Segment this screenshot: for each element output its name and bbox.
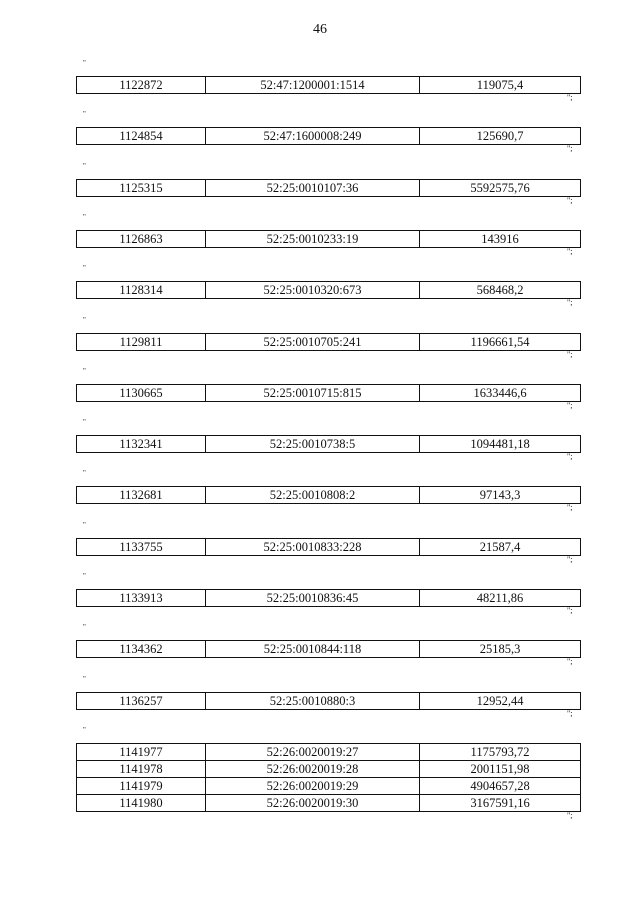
cadastral-table — [76, 384, 581, 402]
close-quote-mark: "; — [567, 246, 573, 256]
cadastral-table — [76, 589, 581, 607]
close-quote-mark: "; — [567, 195, 573, 205]
cadastral-table — [76, 538, 581, 556]
cadastral-number-cell: 52:26:0020019:27 — [206, 743, 420, 760]
cadastral-table — [76, 435, 581, 453]
cadastral-number-cell: 52:25:0010107:36 — [206, 179, 420, 196]
table-row — [77, 641, 581, 658]
close-quote-mark: "; — [567, 503, 573, 513]
cadastral-table — [76, 743, 581, 812]
open-quote-mark: " — [83, 264, 86, 273]
close-quote-mark: "; — [567, 810, 573, 820]
cadastral-number-cell: 52:25:0010705:241 — [206, 333, 420, 350]
value-cell: 2001151,98 — [420, 760, 581, 777]
value-cell: 119075,4 — [420, 77, 581, 94]
cadastral-table — [76, 486, 581, 504]
cadastral-table — [76, 76, 581, 94]
cadastral-number-cell: 52:47:1600008:249 — [206, 128, 420, 145]
value-cell: 21587,4 — [420, 538, 581, 555]
open-quote-mark: " — [83, 418, 86, 427]
value-cell: 1196661,54 — [420, 333, 581, 350]
record-id-cell: 1136257 — [77, 692, 206, 709]
record-id-cell: 1132681 — [77, 487, 206, 504]
value-cell: 1633446,6 — [420, 384, 581, 401]
table-row — [77, 128, 581, 145]
cadastral-number-cell: 52:25:0010233:19 — [206, 230, 420, 247]
value-cell: 3167591,16 — [420, 794, 581, 811]
table-row — [77, 760, 581, 777]
close-quote-mark: "; — [567, 657, 573, 667]
close-quote-mark: "; — [567, 349, 573, 359]
close-quote-mark: "; — [567, 298, 573, 308]
record-id-cell: 1124854 — [77, 128, 206, 145]
open-quote-mark: " — [83, 520, 86, 529]
open-quote-mark: " — [83, 623, 86, 632]
table-row — [77, 333, 581, 350]
open-quote-mark: " — [83, 59, 86, 67]
value-cell: 5592575,76 — [420, 179, 581, 196]
table-row — [77, 436, 581, 453]
record-id-cell: 1141977 — [77, 743, 206, 760]
cadastral-number-cell: 52:25:0010880:3 — [206, 692, 420, 709]
cadastral-number-cell: 52:25:0010715:815 — [206, 384, 420, 401]
open-quote-mark: " — [83, 110, 86, 119]
cadastral-number-cell: 52:25:0010833:228 — [206, 538, 420, 555]
record-id-cell: 1126863 — [77, 230, 206, 247]
table-row — [77, 384, 581, 401]
value-cell: 1094481,18 — [420, 436, 581, 453]
table-row — [77, 743, 581, 760]
record-id-cell: 1122872 — [77, 77, 206, 94]
record-id-cell: 1128314 — [77, 282, 206, 299]
cadastral-number-cell: 52:25:0010808:2 — [206, 487, 420, 504]
cadastral-table — [76, 179, 581, 197]
close-quote-mark: "; — [567, 708, 573, 718]
record-id-cell: 1141979 — [77, 777, 206, 794]
close-quote-mark: "; — [567, 452, 573, 462]
record-id-cell: 1133913 — [77, 590, 206, 607]
table-row — [77, 538, 581, 555]
cadastral-table — [76, 127, 581, 145]
open-quote-mark: " — [83, 674, 86, 683]
close-quote-mark: "; — [567, 400, 573, 410]
value-cell: 125690,7 — [420, 128, 581, 145]
open-quote-mark: " — [83, 161, 86, 170]
value-cell: 568468,2 — [420, 282, 581, 299]
close-quote-mark: "; — [567, 554, 573, 564]
cadastral-number-cell: 52:25:0010836:45 — [206, 590, 420, 607]
cadastral-table — [76, 230, 581, 248]
table-row — [77, 77, 581, 94]
value-cell: 1175793,72 — [420, 743, 581, 760]
cadastral-number-cell: 52:47:1200001:1514 — [206, 77, 420, 94]
open-quote-mark: " — [83, 469, 86, 478]
record-id-cell: 1125315 — [77, 179, 206, 196]
table-row — [77, 282, 581, 299]
record-id-cell: 1133755 — [77, 538, 206, 555]
value-cell: 143916 — [420, 230, 581, 247]
table-row — [77, 590, 581, 607]
table-row — [77, 487, 581, 504]
value-cell: 97143,3 — [420, 487, 581, 504]
value-cell: 25185,3 — [420, 641, 581, 658]
value-cell: 4904657,28 — [420, 777, 581, 794]
cadastral-table — [76, 333, 581, 351]
record-id-cell: 1130665 — [77, 384, 206, 401]
open-quote-mark: " — [83, 212, 86, 221]
record-id-cell: 1141980 — [77, 794, 206, 811]
close-quote-mark: "; — [567, 144, 573, 154]
cadastral-number-cell: 52:25:0010320:673 — [206, 282, 420, 299]
cadastral-number-cell: 52:26:0020019:30 — [206, 794, 420, 811]
close-quote-mark: "; — [567, 606, 573, 615]
cadastral-table — [76, 692, 581, 710]
table-row — [77, 230, 581, 247]
record-id-cell: 1134362 — [77, 641, 206, 658]
record-id-cell: 1129811 — [77, 333, 206, 350]
open-quote-mark: " — [83, 315, 86, 324]
cadastral-number-cell: 52:26:0020019:28 — [206, 760, 420, 777]
open-quote-mark: " — [83, 572, 86, 580]
open-quote-mark: " — [83, 366, 86, 375]
table-row — [77, 179, 581, 196]
record-id-cell: 1132341 — [77, 436, 206, 453]
cadastral-table — [76, 640, 581, 658]
open-quote-mark: " — [83, 725, 86, 734]
table-row — [77, 794, 581, 811]
table-row — [77, 692, 581, 709]
page-number: 46 — [313, 22, 327, 37]
cadastral-number-cell: 52:26:0020019:29 — [206, 777, 420, 794]
cadastral-number-cell: 52:25:0010844:118 — [206, 641, 420, 658]
value-cell: 12952,44 — [420, 692, 581, 709]
cadastral-table — [76, 281, 581, 299]
cadastral-number-cell: 52:25:0010738:5 — [206, 436, 420, 453]
table-row — [77, 777, 581, 794]
value-cell: 48211,86 — [420, 590, 581, 607]
record-id-cell: 1141978 — [77, 760, 206, 777]
close-quote-mark: "; — [567, 93, 573, 102]
